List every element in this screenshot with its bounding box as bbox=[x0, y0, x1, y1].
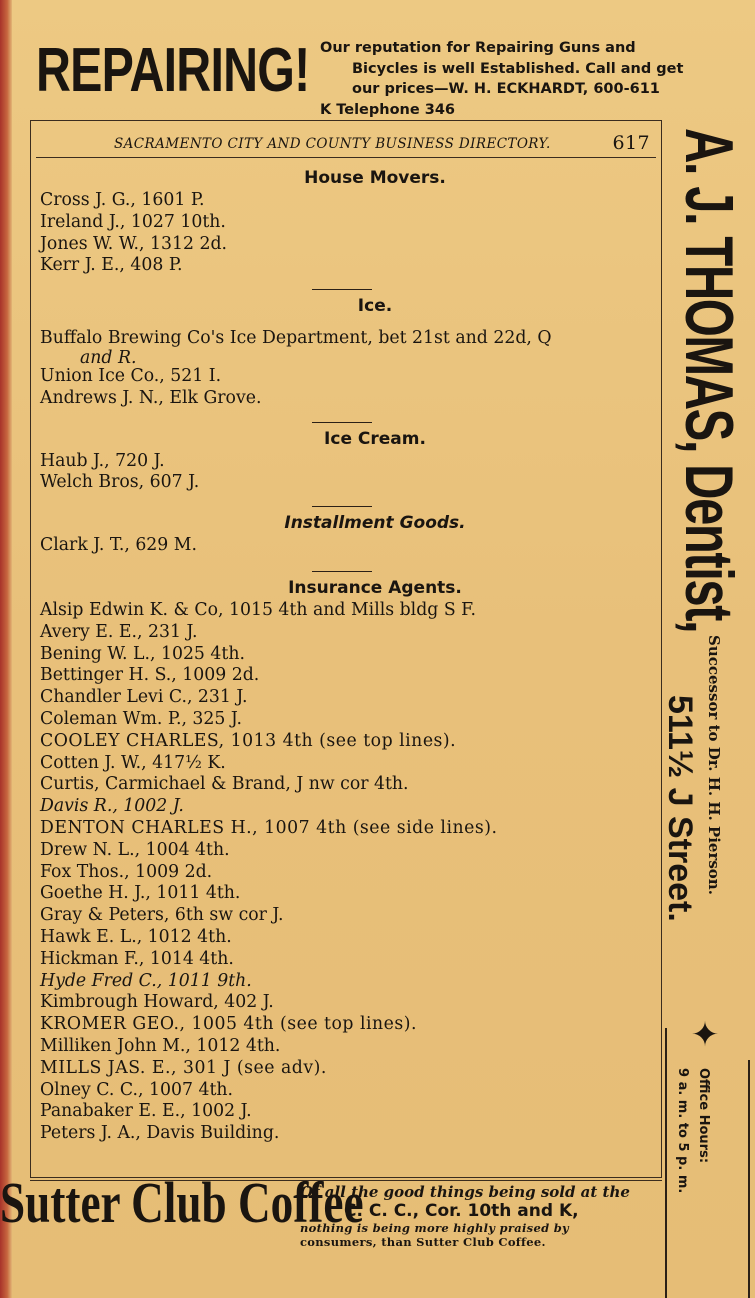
list-item: Buffalo Brewing Co's Ice Department, bet 21st and 22d, Q bbox=[40, 328, 552, 349]
office-hours-label: Office Hours: bbox=[696, 1068, 711, 1164]
dentist-address bbox=[660, 695, 699, 922]
list-item: Peters J. A., Davis Building. bbox=[40, 1123, 280, 1144]
list-item: Avery E. E., 231 J. bbox=[40, 621, 198, 642]
list-item: Goethe H. J., 1011 4th. bbox=[40, 883, 241, 904]
page-header bbox=[36, 132, 656, 158]
divider-line bbox=[665, 1028, 667, 1298]
bottom-ad-line: Of all the good things being sold at the bbox=[300, 1183, 630, 1201]
section-title-house-movers: House Movers. bbox=[304, 168, 446, 188]
list-item-continued: and R. bbox=[80, 347, 137, 368]
list-item: Haub J., 720 J. bbox=[40, 450, 165, 471]
top-ad-text bbox=[320, 38, 710, 120]
section-divider bbox=[312, 571, 372, 572]
list-item: Kimbrough Howard, 402 J. bbox=[40, 992, 274, 1013]
sutter-club-coffee-brand: Sutter Club Coffee bbox=[0, 1170, 364, 1235]
running-title: SACRAMENTO CITY AND COUNTY BUSINESS DIRECTORY. bbox=[114, 136, 551, 152]
list-item: Olney C. C., 1007 4th. bbox=[40, 1079, 234, 1100]
bottom-ad-line: consumers, than Sutter Club Coffee. bbox=[300, 1235, 546, 1249]
list-item: Panabaker E. E., 1002 J. bbox=[40, 1101, 252, 1122]
top-advertisement bbox=[30, 36, 730, 116]
list-item: KROMER GEO., 1005 4th (see top lines). bbox=[40, 1014, 417, 1035]
section-title-insurance-agents: Insurance Agents. bbox=[288, 577, 462, 598]
list-item: Drew N. L., 1004 4th. bbox=[40, 839, 230, 860]
successor-note: Successor to Dr. H. H. Pierson. bbox=[705, 635, 723, 895]
section-title-installment-goods: Installment Goods. bbox=[284, 513, 466, 534]
section-title-ice-cream: Ice Cream. bbox=[324, 428, 426, 449]
section-divider bbox=[312, 422, 372, 423]
list-item: Kerr J. E., 408 P. bbox=[40, 255, 183, 276]
list-item: Milliken John M., 1012 4th. bbox=[40, 1035, 281, 1056]
list-item: Ireland J., 1027 10th. bbox=[40, 211, 226, 232]
right-advertisement bbox=[661, 120, 750, 1210]
dentist-name-text: A. J. THOMAS, Dentist, bbox=[671, 128, 747, 633]
list-item: Bettinger H. S., 1009 2d. bbox=[40, 665, 260, 686]
list-item: MILLS JAS. E., 301 J (see adv). bbox=[40, 1057, 327, 1078]
bottom-ad-line: nothing is being more highly praised by bbox=[300, 1221, 570, 1235]
top-ad-line: K Telephone 346 bbox=[320, 101, 456, 118]
list-item: Fox Thos., 1009 2d. bbox=[40, 861, 213, 882]
list-item: Coleman Wm. P., 325 J. bbox=[40, 708, 242, 729]
list-item: Andrews J. N., Elk Grove. bbox=[40, 387, 262, 408]
list-item: Cotten J. W., 417½ K. bbox=[40, 752, 226, 773]
bottom-ad-line: C. C. C., Cor. 10th and K, bbox=[344, 1201, 579, 1221]
list-item: Cross J. G., 1601 P. bbox=[40, 190, 205, 210]
list-item: DENTON CHARLES H., 1007 4th (see side lines). bbox=[40, 817, 498, 838]
directory-listing bbox=[40, 166, 660, 1145]
list-item: COOLEY CHARLES, 1013 4th (see top lines). bbox=[40, 730, 457, 751]
repairing-headline: REPAIRING! bbox=[36, 36, 310, 105]
list-item: Union Ice Co., 521 I. bbox=[40, 365, 222, 386]
list-item: Hawk E. L., 1012 4th. bbox=[40, 926, 232, 947]
top-ad-line: our prices—W. H. ECKHARDT, 600-611 bbox=[352, 81, 660, 97]
list-item: Bening W. L., 1025 4th. bbox=[40, 643, 245, 664]
section-title-ice: Ice. bbox=[357, 296, 393, 317]
divider-line bbox=[748, 1060, 750, 1298]
page-edge bbox=[0, 0, 12, 1298]
list-item: Davis R., 1002 J. bbox=[40, 796, 184, 817]
section-divider bbox=[312, 506, 372, 507]
top-ad-line: Our reputation for Repairing Guns and bbox=[320, 40, 636, 56]
page-number: 617 bbox=[612, 132, 650, 154]
bottom-ad-text bbox=[300, 1183, 660, 1249]
list-item: Chandler Levi C., 231 J. bbox=[40, 687, 248, 708]
section-divider bbox=[312, 289, 372, 290]
list-item: Curtis, Carmichael & Brand, J nw cor 4th. bbox=[40, 774, 409, 795]
list-item: Welch Bros, 607 J. bbox=[40, 472, 200, 493]
ornament-icon: ✦ bbox=[690, 1015, 720, 1055]
list-item: Alsip Edwin K. & Co, 1015 4th and Mills bldg S F. bbox=[40, 599, 476, 620]
list-item: Clark J. T., 629 M. bbox=[40, 535, 197, 556]
list-item: Hyde Fred C., 1011 9th. bbox=[40, 970, 252, 991]
dentist-address-text: 511½ J Street. bbox=[661, 695, 699, 922]
list-item: Hickman F., 1014 4th. bbox=[40, 948, 234, 969]
office-hours: 9 a. m. to 5 p. m. bbox=[675, 1068, 690, 1194]
list-item: Gray & Peters, 6th sw cor J. bbox=[40, 905, 284, 926]
list-item: Jones W. W., 1312 2d. bbox=[40, 233, 228, 254]
top-ad-line: Bicycles is well Established. Call and get bbox=[352, 60, 684, 77]
